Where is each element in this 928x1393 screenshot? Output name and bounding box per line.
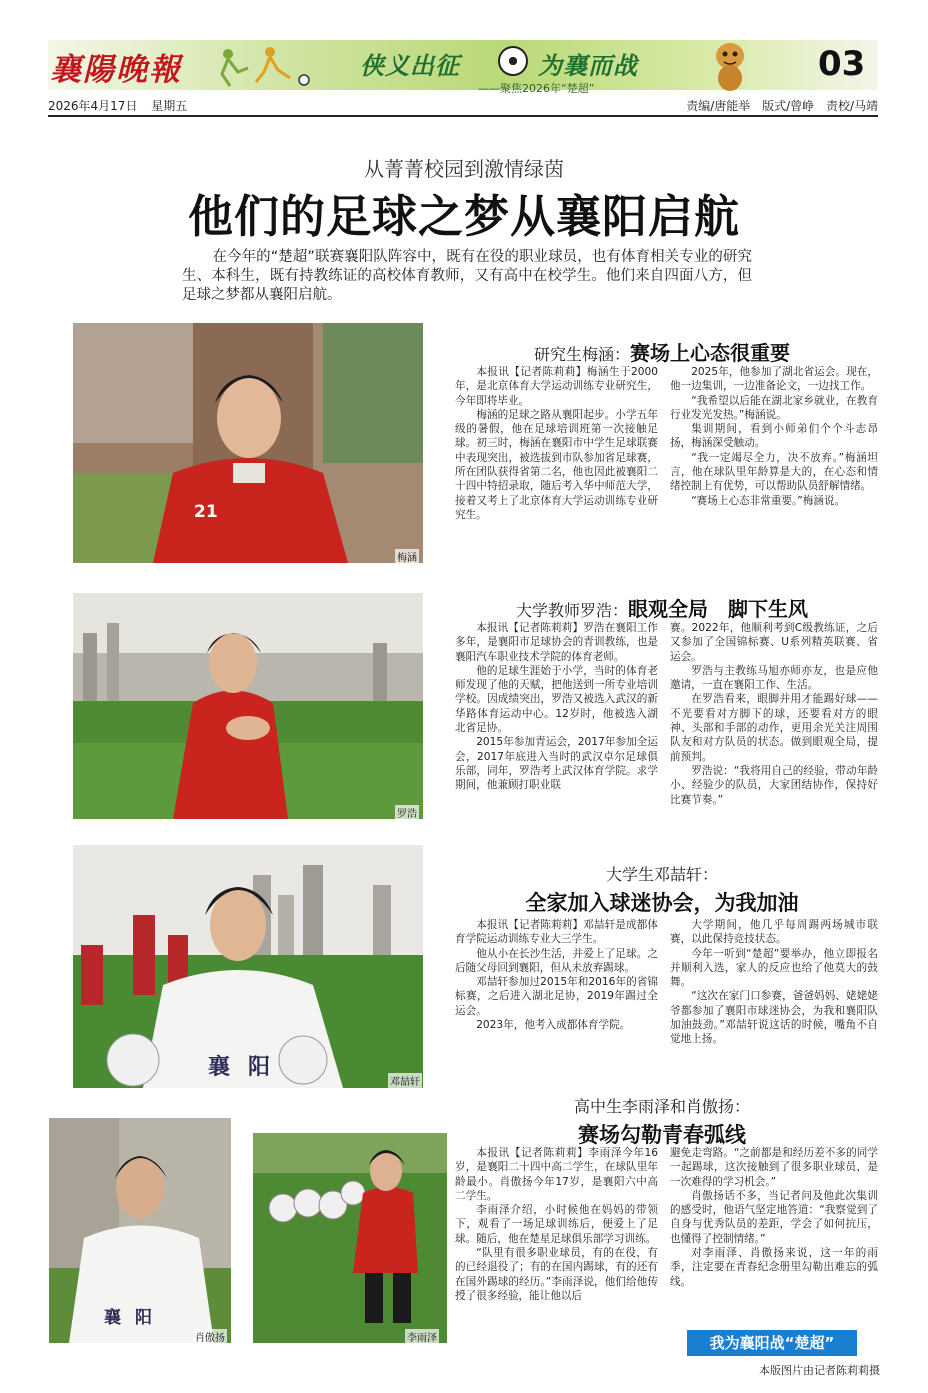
article-column	[670, 918, 878, 1047]
photo-mei-han	[73, 323, 423, 563]
paragraph: 对李雨泽、肖傲扬来说，这一年的雨季，注定要在青春纪念册里勾勒出难忘的弧线。	[670, 1247, 878, 1288]
paragraph: “我一定竭尽全力，决不放弃。”梅涵坦言，他在球队里年龄算是大的，在心态和情绪控制上有优势，可以帮助队员舒解情绪。	[670, 451, 878, 493]
campaign-tag: 我为襄阳战“楚超”	[687, 1330, 857, 1356]
paragraph: “这次在家门口参赛，爸爸妈妈、姥姥姥爷都参加了襄阳市球迷协会，为我和襄阳队加油鼓劲。”邓喆轩说这话的时候，嘴角不自觉地上扬。	[670, 990, 878, 1046]
article-column	[670, 621, 878, 807]
paragraph: 本报讯【记者陈莉莉】梅涵生于2000年，是北京体育大学运动训练专业研究生，今年即将毕业。	[455, 366, 658, 407]
paragraph: 本报讯【记者陈莉莉】李雨泽今年16岁，是襄阳二十四中高二学生，在球队里年龄最小。肖傲扬今年17岁，是襄阳六中高二学生。	[455, 1147, 658, 1202]
photo-xiao-aoyang	[49, 1118, 231, 1343]
headline: 他们的足球之梦从襄阳启航	[187, 190, 740, 243]
slogan-left: 侠义出征	[360, 52, 460, 80]
section-title-luo-hao	[452, 593, 872, 622]
issue-date: 2026年4月17日	[48, 99, 138, 113]
section-heading: 眼观全局 脚下生风	[628, 597, 808, 621]
paragraph: 本报讯【记者陈莉莉】罗浩在襄阳工作多年，是襄阳市足球协会的青训教练，也是襄阳汽车职业技术学院的体育老师。	[455, 622, 658, 663]
section-label: 大学生邓喆轩：	[605, 865, 718, 884]
paragraph: 肖傲扬话不多，当记者问及他此次集训的感受时，他语气坚定地答道：“我察觉到了自身与优秀队员的差距，学会了如何抗压，也懂得了控制情绪。”	[670, 1189, 878, 1245]
dateline	[48, 97, 197, 114]
jersey-lettering: 襄阳	[208, 1054, 289, 1080]
paragraph: 罗浩说：“我将用自己的经验，带动年龄小、经验少的队员，大家团结协作，保持好比赛节奏。”	[670, 764, 878, 806]
paragraph: 2023年，他考入成都体育学院。	[476, 1019, 631, 1032]
photo-caption-li-yuze: 李雨泽	[405, 1329, 439, 1344]
paragraph: 集训期间，看到小师弟们个个斗志昂扬，梅涵深受触动。	[670, 423, 878, 450]
chief-editor: 责编/唐能举	[686, 99, 751, 113]
paragraph: “赛场上心态非常重要。”梅涵说。	[691, 494, 846, 507]
layout-editor: 版式/曾峥	[762, 99, 815, 113]
photo-luo-hao	[73, 593, 423, 819]
photo-li-yuze	[253, 1133, 447, 1343]
page-number: 03	[818, 44, 866, 84]
paragraph: 避免走弯路。“之前都是和经历差不多的同学一起踢球，这次接触到了很多职业球员，是一次难得的学习机会。”	[670, 1147, 878, 1188]
section-title-deng-zhexuan	[452, 862, 872, 917]
section-heading: 全家加入球迷协会，为我加油	[525, 891, 799, 915]
issue-weekday: 星期五	[151, 99, 188, 113]
mascot-icon	[708, 38, 752, 92]
photo-caption-luo-hao: 罗浩	[395, 805, 419, 820]
masthead	[48, 36, 878, 96]
paragraph: 他从小在长沙生活，并爱上了足球。之后随父母回到襄阳，但从未放弃踢球。	[455, 947, 658, 974]
article-column	[455, 918, 658, 1032]
article-column	[670, 1146, 878, 1289]
lead-paragraph: 在今年的“楚超”联赛襄阳队阵容中，既有在役的职业球员，也有体育相关专业的研究生、本科生，既有持教练证的高校体育教师，又有高中在校学生。他们来自四面八方，但足球之梦都从襄阳启航。	[182, 249, 752, 303]
paragraph: 李雨泽介绍，小时候他在妈妈的带领下，观看了一场足球训练后，便爱上了足球。随后，他在楚星足球俱乐部学习训练。	[455, 1204, 658, 1245]
paragraph: 他的足球生涯始于小学，当时的体育老师发现了他的天赋，把他送到一所专业培训学校。因成绩突出，罗浩又被选入武汉的新华路体育运动中心。12岁时，他被选入湖北省足协。	[455, 664, 658, 735]
photo-deng-zhexuan	[73, 845, 423, 1088]
section-title-mei-han	[452, 337, 872, 366]
section-label: 研究生梅涵：	[533, 345, 630, 364]
paragraph: 2025年，他参加了湖北省运会。现在，他一边集训，一边准备论文，一边找工作。	[670, 366, 878, 393]
photo-caption-mei-han: 梅涵	[395, 549, 419, 564]
section-heading: 赛场上心态很重要	[630, 341, 790, 365]
paragraph: 邓喆轩参加过2015年和2016年的省锦标赛，之后进入湖北足协，2019年踢过全运会。	[455, 976, 658, 1017]
jersey-number: 21	[194, 502, 218, 522]
paragraph: 梅涵的足球之路从襄阳起步。小学五年级的暑假，他在足球培训班第一次接触足球。初三时，梅涵在襄阳市中学生足球联赛中表现突出，被选拔到市队参加省足球赛，所在团队获得省第二名，他也因此被襄阳二十四中特招录取，随后考入华中师范大学，接着又考上了北京体育大学运动训练专业研究生。	[455, 408, 658, 521]
article-column	[455, 621, 658, 793]
paragraph: 在罗浩看来，眼脚并用才能踢好球——不光要看对方脚下的球，还要看对方的眼神、头部和手部的动作，更用余光关注周围队友和对方队员的状态。做到眼观全局，提前预判。	[670, 693, 878, 763]
editor-credits	[678, 97, 878, 114]
paragraph: 2015年参加青运会，2017年参加全运会，2017年底进入当时的武汉卓尔足球俱乐部，同年，罗浩考上武汉体育学院。求学期间，他兼顾打职业联	[455, 736, 658, 792]
paragraph: 本报讯【记者陈莉莉】邓喆轩是成都体育学院运动训练专业大三学生。	[455, 919, 658, 946]
header-rule	[48, 115, 878, 117]
section-title-li-yuze-xiao-aoyang	[452, 1094, 872, 1149]
article-column	[455, 1146, 658, 1303]
slogan-right: 为襄而战	[538, 52, 638, 80]
paragraph: 大学期间，他几乎每周踢两场城市联赛，以此保持竞技状态。	[670, 919, 878, 946]
masthead-subtitle: ——聚焦2026年“楚超”	[478, 82, 595, 95]
kicker: 从菁菁校园到激情绿茵	[364, 157, 564, 181]
section-label: 大学教师罗浩：	[515, 601, 628, 620]
article-column	[455, 365, 658, 522]
paragraph: 今年一听到“楚超”要举办，他立即报名并顺利入选，家人的反应也给了他莫大的鼓舞。	[670, 947, 878, 989]
proof-editor: 责校/马靖	[825, 99, 878, 113]
article-column	[670, 365, 878, 508]
soccer-ball-icon	[498, 46, 528, 76]
jersey-lettering: 襄阳	[104, 1308, 166, 1328]
paragraph: “我希望以后能在湖北家乡就业，在教育行业发光发热。”梅涵说。	[670, 394, 878, 421]
paragraph: 赛。2022年，他顺利考到C级教练证，之后又参加了全国锦标赛、U系列精英联赛、省运会。	[670, 622, 878, 663]
photo-caption-xiao-aoyang: 肖傲扬	[193, 1329, 227, 1344]
photo-caption-deng-zhexuan: 邓喆轩	[388, 1073, 422, 1088]
paragraph: 罗浩与主教练马旭亦师亦友，也是应他邀请，一直在襄阳工作、生活。	[670, 664, 878, 692]
newspaper-logo: 襄陽晚報	[50, 52, 182, 88]
section-heading: 赛场勾勒青春弧线	[578, 1123, 746, 1147]
paragraph: “队里有很多职业球员，有的在役，有的已经退役了；有的在国内踢球，有的还有在国外踢球的经历。”李雨泽说，他们给他传授了很多经验，能让他以后	[455, 1247, 658, 1302]
photo-credit: 本版图片由记者陈莉莉摄	[759, 1364, 880, 1377]
section-label: 高中生李雨泽和肖傲扬：	[573, 1097, 750, 1116]
players-silhouette-icon	[208, 44, 318, 88]
